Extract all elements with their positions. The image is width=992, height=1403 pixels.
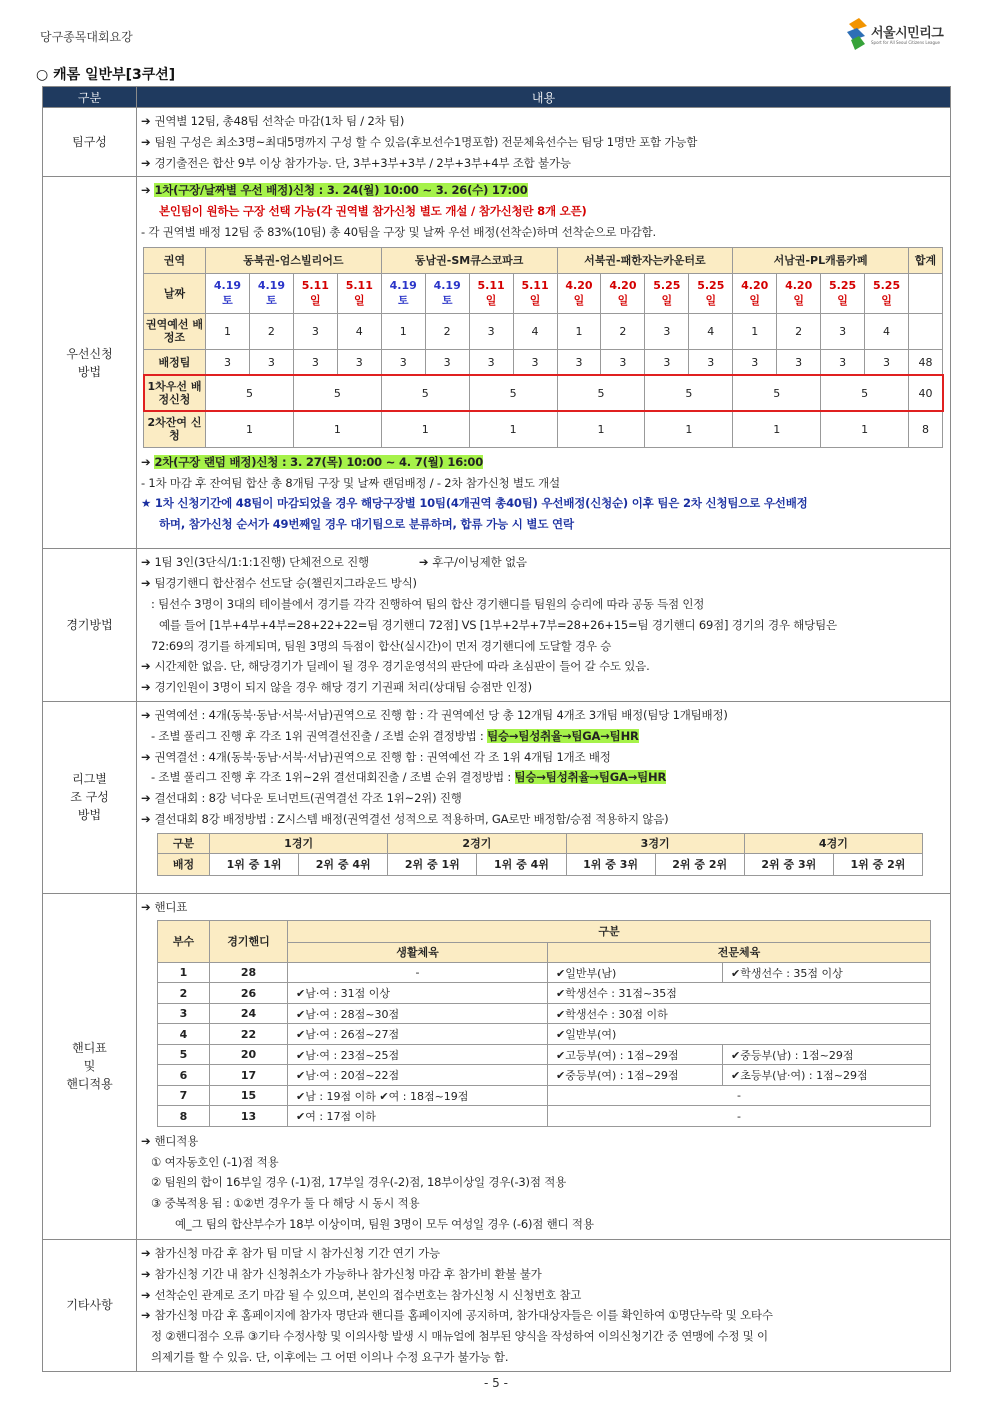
pro-sports-cell: ✔초등부(남·여) : 1점~29점 <box>723 1065 931 1086</box>
logo-name: 서울시민리그 <box>871 26 944 41</box>
first-apply-cell: 5 <box>821 375 909 411</box>
handicap-rule: ③ 중복적용 됨 : ①②번 경우가 둘 다 해당 시 동시 적용 <box>151 1196 420 1211</box>
group-cell: 1 <box>381 313 425 349</box>
priority-row <box>43 177 951 549</box>
table-row <box>158 1085 931 1106</box>
bracket-cell: 1위 중 4위 <box>477 853 566 875</box>
first-apply-cell: 5 <box>293 375 381 411</box>
handicap-label: 핸디표 및 핸디적용 <box>43 893 137 1239</box>
arrow-icon: ➔ <box>141 134 151 149</box>
arrow-icon: ➔ <box>141 155 151 170</box>
priority-desc: - 각 권역별 배정 12팀 중 83%(10팀) 총 40팀을 구장 및 날짜 우선 배정(선착순)하며 선착순으로 마감함. <box>141 224 656 239</box>
assign-cell: 3 <box>821 349 865 375</box>
life-sports-cell: ✔남·여 : 26점~27점 <box>288 1024 548 1045</box>
day-value: 토 <box>397 294 409 308</box>
group-cell: 2 <box>425 313 469 349</box>
priority-desc: - 1차 마감 후 잔여팀 합산 총 8개팀 구장 및 날짜 랜덤배정 / - 2차 참가신청 별도 개설 <box>141 475 560 490</box>
arrow-icon: ➔ <box>141 791 151 806</box>
life-sports-cell: ✔남 : 19점 이하 ✔여 : 18점~19점 <box>288 1085 548 1106</box>
date-value: 4.20 <box>785 279 813 293</box>
assign-cell: 3 <box>513 349 557 375</box>
bracket-cell: 2위 중 2위 <box>655 853 744 875</box>
assign-cell: 3 <box>601 349 645 375</box>
list-item: ➔ 1팀 3인(3단식/1:1:1진행) 단체전으로 진행 ➔ 후구/이닝제한 없음 <box>141 555 527 570</box>
life-sports-cell: ✔남·여 : 20점~22점 <box>288 1065 548 1086</box>
arrow-icon: ➔ <box>141 659 151 674</box>
group-cell: 4 <box>337 313 381 349</box>
league-desc: - 조별 풀리그 진행 후 각조 1위~2위 결선대회진출 / 조별 순위 결정방법 : 팀승→팀성취율→팀GA→팀HR <box>151 770 667 785</box>
arrow-icon: ➔ <box>418 555 429 570</box>
list-item: ➔ 1차(구장/날짜별 우선 배정)신청 : 3. 24(월) 10:00 ~ 3. 26(수) 17:00 <box>141 183 528 198</box>
method-label: 경기방법 <box>43 549 137 702</box>
group-cell: 1 <box>206 313 250 349</box>
date-value: 5.11 <box>477 279 505 293</box>
list-item: ➔ 권역예선 : 4개(동북·동남·서북·서남)권역으로 진행 함 : 각 권역예선 당 총 12개팀 4개조 3개팀 배정(팀당 1개팀배정) <box>141 707 728 722</box>
arrow-icon: ➔ <box>141 454 151 469</box>
table-row <box>158 1003 931 1024</box>
total-cell: 48 <box>909 349 943 375</box>
group-cell: 3 <box>469 313 513 349</box>
assign-cell: 3 <box>249 349 293 375</box>
date-cell <box>601 273 645 313</box>
life-sports-cell: ✔여 : 17점 이하 <box>288 1106 548 1127</box>
second-apply-cell: 1 <box>469 411 557 447</box>
day-value: 일 <box>529 294 541 308</box>
list-item: ➔ 참가신청 마감 후 홈페이지에 참가자 명단과 핸디를 홈페이지에 공지하며, 참가대상자들은 이를 확인하여 ①명단누락 및 오타수 <box>141 1308 773 1323</box>
assign-cell: 3 <box>557 349 601 375</box>
date-cell <box>381 273 425 313</box>
arrow-icon: ➔ <box>141 899 151 914</box>
pro-sports-cell: - <box>548 1085 931 1106</box>
day-value: 일 <box>573 294 585 308</box>
total-cell <box>909 273 943 313</box>
group-cell: 4 <box>689 313 733 349</box>
arrow-icon: ➔ <box>141 1245 151 1260</box>
arrow-icon: ➔ <box>141 707 151 722</box>
second-apply-cell: 1 <box>645 411 733 447</box>
assign-cell: 3 <box>337 349 381 375</box>
handicap-cell: 22 <box>210 1024 288 1045</box>
list-item: ➔ 참가신청 기간 내 참가 신청취소가 가능하나 참가신청 마감 후 참가비 환불 불가 <box>141 1266 542 1281</box>
pro-sports-cell: ✔학생선수 : 35점 이상 <box>723 962 931 983</box>
handicap-cell: 26 <box>210 983 288 1004</box>
priority-star-note: ★ 1차 신청기간에 48팀이 마감되었을 경우 해당구장별 10팀(4개권역 총40팀) 우선배정(신청순) 이후 팀은 2차 신청팀으로 우선배정 <box>141 496 808 511</box>
date-cell <box>469 273 513 313</box>
assign-cell: 3 <box>777 349 821 375</box>
assign-cell: 3 <box>425 349 469 375</box>
group-cell: 4 <box>865 313 909 349</box>
league-row <box>43 701 951 893</box>
date-cell <box>777 273 821 313</box>
bracket-cell: 2위 중 1위 <box>388 853 477 875</box>
seoul-citizen-league-logo <box>845 18 965 52</box>
table-row <box>158 1024 931 1045</box>
list-item: ➔ 경기인원이 3명이 되지 않을 경우 해당 경기 기권패 처리(상대팀 승점만 인정) <box>141 680 532 695</box>
day-value: 일 <box>837 294 848 308</box>
method-desc: 72:69의 경기를 하게되며, 팀원 3명의 득점이 합산(실시간)이 먼저 경기핸디에 도달할 경우 승 <box>151 638 612 653</box>
first-apply-cell: 5 <box>645 375 733 411</box>
method-row <box>43 549 951 702</box>
list-item: ➔ 선착순인 관계로 조기 마감 될 수 있으며, 본인의 접수번호는 참가신청 시 신청번호 참고 <box>141 1287 582 1302</box>
bracket-cell: 2위 중 3위 <box>744 853 833 875</box>
header-category: 구분 <box>43 87 137 108</box>
division-cell: 8 <box>158 1106 210 1127</box>
list-item: ➔ 핸디적용 <box>141 1133 199 1148</box>
arrow-icon: ➔ <box>141 1266 151 1281</box>
handicap-cell: 28 <box>210 962 288 983</box>
pro-sports-cell: ✔중등부(여) : 1점~29점 <box>548 1065 723 1086</box>
region-header: 서남권-PL캐롬카페 <box>733 247 909 273</box>
date-cell <box>865 273 909 313</box>
group-cell: 3 <box>293 313 337 349</box>
pro-sports-cell: ✔중등부(남) : 1점~29점 <box>723 1044 931 1065</box>
second-apply-cell: 1 <box>821 411 909 447</box>
life-sports-cell: ✔남·여 : 23점~25점 <box>288 1044 548 1065</box>
bracket-cell: 1위 중 1위 <box>210 853 299 875</box>
day-value: 일 <box>353 294 365 308</box>
list-item: ➔ 결선대회 8강 배정방법 : Z시스템 배정(권역결선 성적으로 적용하며, GA로만 배정함/승점 적용하지 않음) <box>141 811 669 826</box>
day-value: 일 <box>705 294 717 308</box>
handicap-cell: 13 <box>210 1106 288 1127</box>
arrow-icon: ➔ <box>141 183 151 198</box>
group-cell: 4 <box>513 313 557 349</box>
division-cell: 4 <box>158 1024 210 1045</box>
date-cell <box>689 273 733 313</box>
page-number: - 5 - <box>484 1376 508 1390</box>
logo-tagline: Sport for All Seoul Citizens League <box>871 40 941 45</box>
handicap-cell: 17 <box>210 1065 288 1086</box>
assign-cell: 3 <box>469 349 513 375</box>
group-cell: 1 <box>733 313 777 349</box>
assign-cell: 3 <box>206 349 250 375</box>
handicap-example: 예_그 팀의 합산부수가 18부 이상이며, 팀원 3명이 모두 여성일 경우 (-6)점 핸디 적용 <box>175 1216 594 1231</box>
list-item: ➔ 2차(구장 랜덤 배정)신청 : 3. 27(목) 10:00 ~ 4. 7(월) 16:00 <box>141 454 484 469</box>
handicap-cell: 20 <box>210 1044 288 1065</box>
list-item: ➔ 팀원 구성은 최소3명~최대5명까지 구성 할 수 있음(후보선수1명포함) 전문체육선수는 팀당 1명만 포함 가능함 <box>141 134 698 149</box>
pro-sports-cell: - <box>548 1106 931 1127</box>
first-apply-cell: 5 <box>733 375 821 411</box>
priority-label: 우선신청 방법 <box>43 177 137 549</box>
day-value: 일 <box>485 294 497 308</box>
day-value: 토 <box>266 294 277 308</box>
method-desc: 예를 들어 [1부+4부+4부=28+22+22=팀 경기핸디 72점] VS [1부+2부+7부=28+26+15=팀 경기핸디 69점] 경기의 경우 해당팀은 <box>159 617 837 632</box>
date-value: 4.20 <box>741 279 769 293</box>
division-cell: 5 <box>158 1044 210 1065</box>
pro-sports-cell: ✔고등부(여) : 1점~29점 <box>548 1044 723 1065</box>
day-value: 일 <box>749 294 761 308</box>
handicap-table: 부수 경기핸디 구분 생활체육 전문체육 1 28 - ✔일반부(남) ✔학생선수 : 35점 이상 2 26 ✔남·여 : 31점 이상 ✔학생선수 : 31점~35점 3 24 ✔남·여 : 28점~30점 ✔학생선수 : 30점 이하 4 22 ✔남·여 : 26점~27점 ✔일반부(여) 5 20 ✔남·여 : 23점~25점 ✔고등부(여) : 1점~29점 ✔중등부(남) : 1점~29점 6 17 ✔남·여 : 20점~22점 ✔중등부(여) : 1점~29점 ✔초등부(남·여) : 1점~29점 7 15 ✔남 : 19점 이하 ✔여 : 18점~19점 - 8 13 ✔여 : 17점 이하 - <box>157 920 931 1127</box>
date-value: 5.25 <box>697 279 725 293</box>
date-cell <box>821 273 865 313</box>
date-cell <box>557 273 601 313</box>
date-cell <box>249 273 293 313</box>
list-item: ➔ 권역별 12팀, 총48팀 선착순 마감(1차 팀 / 2차 팀) <box>141 114 405 128</box>
league-desc: - 조별 풀리그 진행 후 각조 1위 권역결선진출 / 조별 순위 결정방법 : 팀승→팀성취율→팀GA→팀HR <box>151 728 639 743</box>
assign-cell: 3 <box>293 349 337 375</box>
arrow-icon: ➔ <box>141 680 151 695</box>
date-value: 5.11 <box>345 279 373 293</box>
assign-cell: 3 <box>381 349 425 375</box>
assign-cell: 3 <box>733 349 777 375</box>
total-cell: 40 <box>909 375 943 411</box>
list-item: ➔ 권역결선 : 4개(동북·동남·서북·서남)권역으로 진행 함 : 권역예선 각 조 1위 4개팀 1개조 배정 <box>141 749 611 764</box>
day-value: 일 <box>793 294 804 308</box>
total-cell <box>909 313 943 349</box>
arrow-icon: ➔ <box>141 576 151 591</box>
table-row <box>158 1106 931 1127</box>
group-cell: 2 <box>601 313 645 349</box>
region-header: 동북권-엄스빌리어드 <box>206 247 382 273</box>
etc-desc: 의제기를 할 수 있음. 단, 이후에는 그 어떤 이의나 수정 요구가 불가능 함. <box>151 1349 509 1364</box>
date-value: 5.25 <box>653 279 681 293</box>
list-item: ➔ 핸디표 <box>141 899 188 914</box>
priority-note: 본인팀이 원하는 구장 선택 가능(각 권역별 참가신청 별도 개설 / 참가신청란 8개 오픈) <box>159 204 587 219</box>
date-value: 5.25 <box>872 279 901 293</box>
first-apply-cell: 5 <box>381 375 469 411</box>
first-apply-cell: 5 <box>206 375 294 411</box>
date-cell <box>337 273 381 313</box>
priority-star-note-cont: 하며, 참가신청 순서가 49번째일 경우 대기팀으로 분류하며, 합류 가능 시 별도 연락 <box>159 517 574 532</box>
group-cell: 3 <box>645 313 689 349</box>
division-cell: 3 <box>158 1003 210 1024</box>
date-value: 4.19 <box>213 279 242 293</box>
date-value: 4.20 <box>565 279 593 293</box>
date-value: 5.11 <box>301 279 329 293</box>
second-apply-cell: 1 <box>557 411 645 447</box>
day-value: 토 <box>222 294 233 308</box>
pro-sports-cell: ✔일반부(남) <box>548 962 723 983</box>
etc-desc: 정 ②핸디점수 오류 ③기타 수정사항 및 이의사항 발생 시 매뉴얼에 첨부된 양식을 작성하여 이의신청기간 중 연맹에 수정 및 이 <box>151 1329 768 1344</box>
date-value: 4.19 <box>433 279 461 293</box>
second-apply-cell: 1 <box>206 411 294 447</box>
etc-row <box>43 1239 951 1371</box>
group-cell: 2 <box>777 313 821 349</box>
date-cell <box>425 273 469 313</box>
date-cell <box>293 273 337 313</box>
handicap-cell: 15 <box>210 1085 288 1106</box>
date-cell <box>513 273 557 313</box>
handicap-rule: ② 팀원의 합이 16부일 경우 (-1)점, 17부일 경우(-2)점, 18부이상일 경우(-3)점 적용 <box>151 1175 567 1190</box>
date-value: 5.25 <box>829 279 857 293</box>
division-cell: 2 <box>158 983 210 1004</box>
bracket-cell: 1위 중 3위 <box>566 853 655 875</box>
list-item: ➔ 결선대회 : 8강 넉다운 토너먼트(권역결선 각조 1위~2위) 진행 <box>141 791 462 806</box>
assign-cell: 3 <box>689 349 733 375</box>
second-apply-cell: 1 <box>733 411 821 447</box>
day-value: 일 <box>310 294 321 308</box>
total-cell: 8 <box>909 411 943 447</box>
date-value: 4.19 <box>389 279 417 293</box>
arrow-icon: ➔ <box>141 114 151 128</box>
region-header: 동남권-SM큐스코파크 <box>381 247 557 273</box>
arrow-icon: ➔ <box>141 811 151 826</box>
division-cell: 6 <box>158 1065 210 1086</box>
day-value: 일 <box>881 294 892 308</box>
date-value: 4.20 <box>609 279 637 293</box>
second-apply-cell: 1 <box>293 411 381 447</box>
table-row <box>158 983 931 1004</box>
section-title: ○ 캐롬 일반부[3쿠션] <box>36 67 176 83</box>
team-label: 팀구성 <box>43 108 137 177</box>
list-item: ➔ 시간제한 없음. 단, 해당경기가 딜레이 될 경우 경기운영석의 판단에 따라 초심판이 들어 갈 수도 있음. <box>141 659 650 674</box>
header-content: 내용 <box>137 87 951 108</box>
day-value: 일 <box>661 294 673 308</box>
pro-sports-cell: ✔학생선수 : 31점~35점 <box>548 983 931 1004</box>
arrow-icon: ➔ <box>141 749 151 764</box>
logo-mark-icon <box>845 18 869 50</box>
document-title: 당구종목대회요강 <box>40 30 133 44</box>
assign-cell: 3 <box>645 349 689 375</box>
group-cell: 1 <box>557 313 601 349</box>
bracket-cell: 1위 중 2위 <box>833 853 922 875</box>
handicap-cell: 24 <box>210 1003 288 1024</box>
day-value: 일 <box>617 294 629 308</box>
day-value: 토 <box>441 294 453 308</box>
date-cell <box>206 273 250 313</box>
group-cell: 2 <box>249 313 293 349</box>
date-value: 4.19 <box>257 279 285 293</box>
division-cell: 1 <box>158 962 210 983</box>
handicap-rule: ① 여자동호인 (-1)점 적용 <box>151 1154 279 1169</box>
first-apply-cell: 5 <box>469 375 557 411</box>
second-apply-cell: 1 <box>381 411 469 447</box>
list-item: ➔ 참가신청 마감 후 참가 팀 미달 시 참가신청 기간 연기 가능 <box>141 1245 440 1260</box>
life-sports-cell: - <box>288 962 548 983</box>
pro-sports-cell: ✔학생선수 : 30점 이하 <box>548 1003 931 1024</box>
table-row <box>158 1065 931 1086</box>
list-item: ➔ 팀경기핸디 합산점수 선도달 승(챌린지그라운드 방식) <box>141 576 417 591</box>
list-item: ➔ 경기출전은 합산 9부 이상 참가가능. 단, 3부+3부+3부 / 2부+3부+4부 조합 불가능 <box>141 155 571 170</box>
league-label: 리그별 조 구성 방법 <box>43 701 137 893</box>
venue-assignment-table: 권역 동북권-엄스빌리어드 동남권-SM큐스코파크 서북권-패한자는카운터로 서남권-PL캐롬카페 합계 날짜 4.19 토 4.19 토 5.11 일 5.11 일 4.19 토 4.19 토 5.11 일 5.11 일 4.20 일 4.20 일 5.25 일 5.25 일 4.20 일 4.20 일 5.25 일 5.25 일 권역예선 배정조 1 2 3 4 1 2 3 4 1 2 3 4 1 2 3 4 배정팀 3 3 3 3 3 3 3 3 3 3 3 3 3 3 3 3 48 1차우선 배정신청 5 5 5 5 5 5 5 5 40 2차잔여 신청 1 1 1 1 1 1 1 1 8 <box>143 247 943 448</box>
rules-table <box>42 86 951 1372</box>
final-bracket-table: 구분 1경기 2경기 3경기 4경기 배정 1위 중 1위 2위 중 4위 2위 중 1위 1위 중 4위 1위 중 3위 2위 중 2위 2위 중 3위 1위 중 2위 <box>157 833 923 876</box>
life-sports-cell: ✔남·여 : 31점 이상 <box>288 983 548 1004</box>
table-row <box>158 1044 931 1065</box>
arrow-icon: ➔ <box>141 1287 151 1302</box>
arrow-icon: ➔ <box>141 1133 151 1148</box>
etc-label: 기타사항 <box>43 1239 137 1371</box>
method-desc: : 팀선수 3명이 3대의 테이블에서 경기를 각각 진행하여 팀의 합산 경기핸디를 팀원의 승리에 따라 공동 득점 인정 <box>151 596 705 611</box>
arrow-icon: ➔ <box>141 1308 151 1323</box>
assign-cell: 3 <box>865 349 909 375</box>
team-row <box>43 108 951 177</box>
first-apply-cell: 5 <box>557 375 645 411</box>
date-cell <box>733 273 777 313</box>
date-cell <box>645 273 689 313</box>
region-header: 서북권-패한자는카운터로 <box>557 247 733 273</box>
group-cell: 3 <box>821 313 865 349</box>
arrow-icon: ➔ <box>141 555 151 570</box>
bracket-cell: 2위 중 4위 <box>299 853 388 875</box>
handicap-row <box>43 893 951 1239</box>
life-sports-cell: ✔남·여 : 28점~30점 <box>288 1003 548 1024</box>
pro-sports-cell: ✔일반부(여) <box>548 1024 931 1045</box>
division-cell: 7 <box>158 1085 210 1106</box>
date-value: 5.11 <box>521 279 549 293</box>
table-row <box>158 962 931 983</box>
